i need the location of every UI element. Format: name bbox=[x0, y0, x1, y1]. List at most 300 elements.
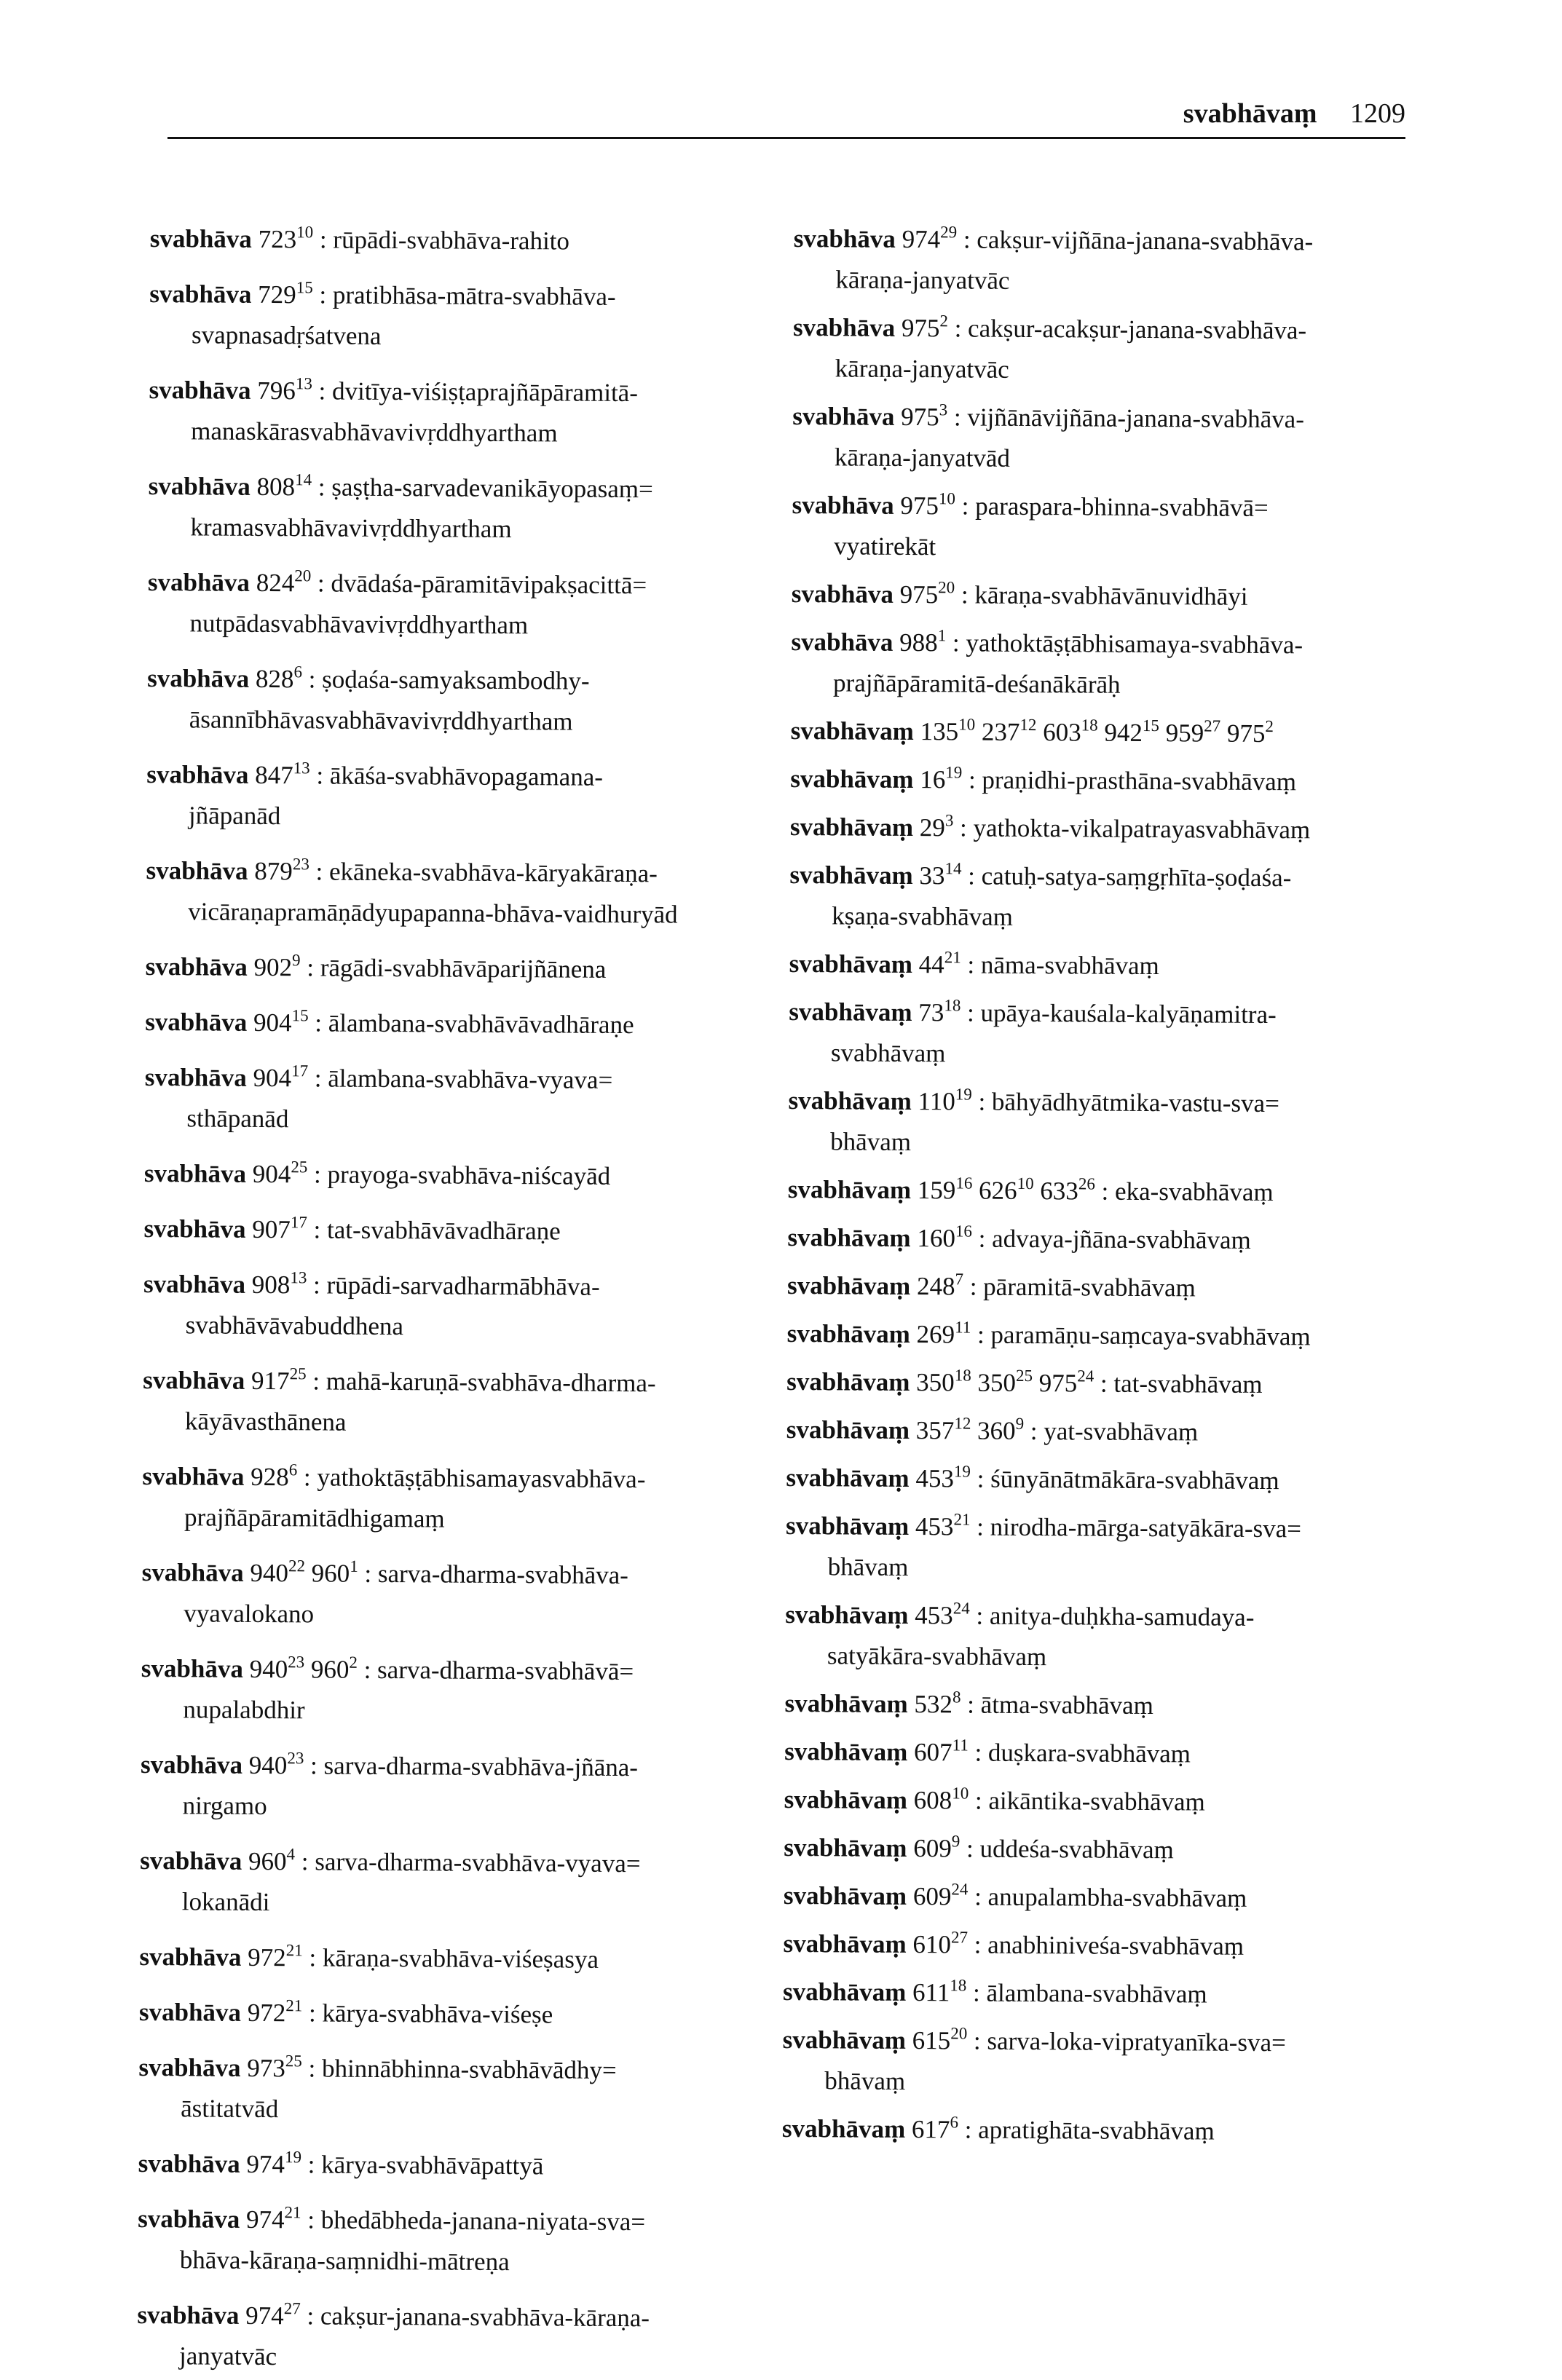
line-number: 19 bbox=[284, 2148, 302, 2167]
page-reference: 357 bbox=[915, 1416, 955, 1445]
entry-first-line bbox=[791, 711, 1450, 756]
entry-text: nirodha-mārga-satyākāra-sva= bbox=[990, 1512, 1302, 1543]
index-entry bbox=[138, 2199, 797, 2285]
entry-text: ṣoḍaśa-samyaksambodhy- bbox=[322, 665, 590, 695]
line-number: 18 bbox=[950, 1976, 967, 1995]
entry-continuation: svabhāvaṃ bbox=[830, 1038, 946, 1068]
entry-text: uddeśa-svabhāvaṃ bbox=[979, 1834, 1174, 1865]
entry-headword: svabhāva bbox=[791, 579, 894, 609]
line-number: 13 bbox=[295, 374, 313, 393]
entry-text: ekāneka-svabhāva-kāryakāraṇa- bbox=[328, 857, 658, 888]
page-reference: 626 bbox=[978, 1176, 1017, 1205]
entry-headword: svabhāva bbox=[142, 1461, 245, 1491]
entry-first-line: svabhāva $974^{27}$ : cakṣur-janana-svabhāva-kāraṇa- bbox=[137, 2299, 650, 2333]
page-reference: 160 bbox=[917, 1224, 956, 1253]
entry-headword: svabhāva bbox=[140, 1846, 242, 1875]
line-number: 19 bbox=[955, 1085, 972, 1104]
index-entry bbox=[790, 807, 1449, 852]
entry-headword: svabhāva bbox=[146, 759, 249, 789]
page-reference: 847 bbox=[255, 760, 293, 790]
index-entry bbox=[792, 574, 1451, 619]
line-number: 3 bbox=[939, 400, 948, 419]
entry-continuation: lokanādi bbox=[181, 1887, 270, 1917]
entry-first-line: svabhāvaṃ $160^{16}$ : advaya-jñāna-svabhāvaṃ bbox=[787, 1222, 1251, 1254]
entry-text: paramāṇu-saṃcaya-svabhāvaṃ bbox=[990, 1320, 1311, 1351]
entry-first-line: svabhāva $904^{25}$ : prayoga-svabhāva-niścayād bbox=[143, 1158, 611, 1190]
index-entry bbox=[137, 2295, 797, 2380]
entry-first-line: svabhāva $828^6$ : ṣoḍaśa-samyaksambodhy- bbox=[147, 663, 590, 695]
index-entry bbox=[788, 1169, 1447, 1214]
entry-headword: svabhāvaṃ bbox=[789, 860, 913, 890]
entry-headword: svabhāvaṃ bbox=[784, 1736, 908, 1766]
page-number: 1209 bbox=[1350, 98, 1405, 129]
entry-headword: svabhāvaṃ bbox=[786, 1367, 910, 1397]
entry-text: ātma-svabhāvaṃ bbox=[980, 1690, 1153, 1720]
entry-first-line: svabhāva $908^{13}$ : rūpādi-sarvadharmābhāva- bbox=[143, 1268, 600, 1301]
entry-continuation: nupalabdhir bbox=[183, 1695, 305, 1725]
entry-text: cakṣur-acakṣur-janana-svabhāva- bbox=[968, 314, 1307, 345]
entry-text: pāramitā-svabhāvaṃ bbox=[983, 1272, 1196, 1302]
line-number: 21 bbox=[944, 948, 961, 967]
entry-text: kāraṇa-svabhāva-viśeṣasya bbox=[322, 1943, 599, 1974]
entry-first-line: svabhāva $972^{21}$ : kāraṇa-svabhāva-viśeṣasya bbox=[139, 1941, 599, 1974]
line-number: 21 bbox=[285, 1941, 303, 1960]
entry-first-line: svabhāvaṃ $357^{12}$ $360^9$ : yat-svabhāvaṃ bbox=[786, 1414, 1199, 1447]
entry-text: praṇidhi-prasthāna-svabhāvaṃ bbox=[982, 765, 1297, 796]
line-number: 25 bbox=[289, 1364, 307, 1383]
index-entry bbox=[146, 850, 805, 936]
entry-text: rāgādi-svabhāvāparijñānena bbox=[320, 953, 607, 984]
page-reference: 975 bbox=[901, 313, 940, 343]
entry-headword: svabhāva bbox=[792, 312, 896, 342]
entry-text: vijñānāvijñāna-janana-svabhāva- bbox=[967, 403, 1305, 434]
entry-continuation: kāyāvasthānena bbox=[184, 1407, 347, 1436]
entry-first-line: svabhāva $940^{22}$ $960^1$ : sarva-dharma-svabhāva- bbox=[141, 1557, 629, 1590]
page-reference: 73 bbox=[918, 998, 944, 1027]
entry-headword: svabhāvaṃ bbox=[785, 1600, 909, 1629]
index-entry bbox=[786, 1458, 1445, 1503]
entry-first-line: svabhāvaṃ $73^{18}$ : upāya-kauśala-kalyāṇamitra- bbox=[789, 996, 1277, 1029]
entry-continuation: āstitatvād bbox=[181, 2094, 279, 2124]
entry-first-line: svabhāvaṃ $532^8$ : ātma-svabhāvaṃ bbox=[784, 1688, 1153, 1720]
line-number: 25 bbox=[291, 1158, 308, 1177]
left-column bbox=[137, 218, 809, 2380]
page-reference: 453 bbox=[915, 1464, 955, 1493]
page-reference: 610 bbox=[912, 1930, 952, 1959]
line-number: 18 bbox=[944, 996, 961, 1015]
entry-first-line: svabhāva $904^{17}$ : ālambana-svabhāva-vyava= bbox=[144, 1061, 613, 1094]
entry-text: cakṣur-vijñāna-janana-svabhāva- bbox=[977, 225, 1314, 256]
entry-headword: svabhāvaṃ bbox=[783, 1881, 907, 1910]
entry-first-line: svabhāvaṃ $609^{24}$ : anupalambha-svabhāvaṃ bbox=[783, 1880, 1247, 1913]
line-number: 21 bbox=[285, 1996, 303, 2015]
entry-headword: svabhāvaṃ bbox=[784, 1688, 908, 1718]
entry-text: yathokta-vikalpatrayasvabhāvaṃ bbox=[973, 813, 1311, 845]
line-number: 15 bbox=[1142, 716, 1160, 735]
entry-first-line: svabhāvaṃ $617^6$ : apratighāta-svabhāvaṃ bbox=[781, 2113, 1215, 2146]
entry-continuation: svabhāvāvabuddhena bbox=[185, 1310, 404, 1341]
entry-text: nāma-svabhāvaṃ bbox=[980, 950, 1159, 981]
entry-continuation: prajñāpāramitādhigamaṃ bbox=[184, 1503, 445, 1533]
entry-first-line: svabhāva $904^{15}$ : ālambana-svabhāvāvadhāraṇe bbox=[145, 1006, 634, 1040]
index-entry bbox=[139, 1992, 798, 2037]
index-entry bbox=[792, 485, 1451, 571]
index-entry bbox=[150, 218, 809, 264]
index-entry bbox=[791, 711, 1450, 756]
line-number: 19 bbox=[953, 1462, 971, 1481]
line-number: 9 bbox=[292, 951, 301, 970]
index-entry bbox=[147, 658, 807, 744]
entry-first-line: svabhāva $902^9$ : rāgādi-svabhāvāparijñānena bbox=[145, 951, 607, 984]
entry-headword: svabhāvaṃ bbox=[790, 764, 914, 794]
entry-first-line: svabhāva $940^{23}$ : sarva-dharma-svabhāva-jñāna- bbox=[140, 1749, 639, 1782]
entry-first-line: svabhāva $917^{25}$ : mahā-karuṇā-svabhāva-dharma- bbox=[143, 1364, 656, 1398]
page-reference: 159 bbox=[917, 1176, 956, 1205]
index-entry bbox=[784, 1827, 1443, 1873]
entry-headword: svabhāva bbox=[139, 1942, 242, 1972]
entry-headword: svabhāvaṃ bbox=[786, 1463, 910, 1493]
line-number: 3 bbox=[944, 811, 954, 830]
line-number: 20 bbox=[938, 578, 955, 597]
page-reference: 972 bbox=[248, 1942, 286, 1972]
entry-continuation: prajñāpāramitā-deśanākārāḥ bbox=[832, 668, 1121, 699]
line-number: 24 bbox=[952, 1599, 970, 1618]
line-number: 23 bbox=[292, 855, 309, 874]
entry-text: aikāntika-svabhāvaṃ bbox=[988, 1786, 1205, 1816]
entry-text: ṣaṣṭha-sarvadevanikāyopasaṃ= bbox=[331, 473, 653, 504]
entry-text: yat-svabhāvaṃ bbox=[1044, 1417, 1199, 1447]
page-reference: 942 bbox=[1104, 718, 1143, 747]
page-reference: 603 bbox=[1043, 718, 1081, 747]
entry-headword: svabhāva bbox=[145, 1007, 248, 1037]
index-entry bbox=[784, 1683, 1443, 1728]
entry-text: advaya-jñāna-svabhāvaṃ bbox=[992, 1224, 1251, 1254]
line-number: 7 bbox=[955, 1270, 964, 1289]
entry-text: sarva-dharma-svabhāva-vyava= bbox=[315, 1847, 641, 1878]
entry-first-line: svabhāva $928^6$ : yathoktāṣṭābhisamayasvabhāva- bbox=[142, 1460, 646, 1494]
entry-headword: svabhāva bbox=[143, 1365, 245, 1395]
index-entry bbox=[783, 1972, 1442, 2017]
entry-continuation: satyākāra-svabhāvaṃ bbox=[827, 1641, 1047, 1672]
index-entry bbox=[784, 1779, 1443, 1824]
entry-first-line: svabhāva $824^{20}$ : dvādaśa-pāramitāvipakṣacittā= bbox=[147, 566, 647, 600]
page-reference: 908 bbox=[251, 1270, 291, 1300]
line-number: 23 bbox=[288, 1653, 305, 1672]
entry-text: bāhyādhyātmika-vastu-sva= bbox=[991, 1087, 1280, 1118]
line-number: 11 bbox=[955, 1318, 971, 1337]
index-entry bbox=[145, 1002, 804, 1047]
line-number: 24 bbox=[951, 1880, 969, 1899]
entry-continuation: āsannībhāvasvabhāvavivṛddhyartham bbox=[189, 705, 573, 736]
entry-headword: svabhāva bbox=[148, 471, 251, 501]
entry-text: prayoga-svabhāva-niścayād bbox=[327, 1160, 611, 1190]
page-reference: 729 bbox=[258, 280, 296, 309]
index-entry bbox=[786, 1410, 1445, 1455]
entry-first-line: svabhāvaṃ $16^{19}$ : praṇidhi-prasthāna-svabhāvaṃ bbox=[790, 763, 1297, 796]
entry-text: sarva-dharma-svabhāvā= bbox=[377, 1655, 634, 1686]
entry-first-line: svabhāvaṃ $44^{21}$ : nāma-svabhāvaṃ bbox=[789, 948, 1159, 981]
entry-text: kāraṇa-svabhāvānuvidhāyi bbox=[974, 580, 1248, 611]
entry-headword: svabhāva bbox=[138, 2148, 240, 2178]
entry-text: ālambana-svabhāva-vyava= bbox=[328, 1064, 613, 1094]
right-column bbox=[782, 218, 1453, 2153]
page-reference: 609 bbox=[913, 1834, 952, 1863]
line-number: 2 bbox=[1265, 716, 1274, 736]
entry-text: kārya-svabhāva-viśeṣe bbox=[322, 1999, 553, 2029]
line-number: 19 bbox=[945, 763, 963, 782]
entry-first-line: svabhāva $729^{15}$ : pratibhāsa-mātra-svabhāva- bbox=[149, 278, 616, 311]
page-reference: 453 bbox=[915, 1512, 954, 1541]
index-entry bbox=[147, 562, 807, 648]
entry-headword: svabhāvaṃ bbox=[790, 716, 915, 746]
entry-first-line: svabhāva $974^{29}$ : cakṣur-vijñāna-janana-svabhāva- bbox=[793, 223, 1314, 256]
line-number: 14 bbox=[295, 470, 312, 489]
page-reference: 904 bbox=[253, 1008, 292, 1037]
page-reference: 960 bbox=[248, 1846, 287, 1876]
index-entry bbox=[782, 2108, 1441, 2154]
entry-headword: svabhāva bbox=[143, 1158, 247, 1188]
entry-headword: svabhāva bbox=[137, 2300, 240, 2330]
entry-text: bhinnābhinna-svabhāvādhy= bbox=[321, 2054, 617, 2084]
entry-continuation: bhāva-kāraṇa-saṃnidhi-mātreṇa bbox=[179, 2245, 510, 2277]
index-entry bbox=[143, 1360, 802, 1446]
page-reference: 617 bbox=[911, 2115, 950, 2144]
entry-headword: svabhāva bbox=[140, 1750, 243, 1779]
line-number: 17 bbox=[291, 1061, 309, 1080]
entry-first-line: svabhāva $723^{10}$ : rūpādi-svabhāva-rahito bbox=[149, 223, 570, 256]
entry-headword: svabhāvaṃ bbox=[786, 1319, 910, 1349]
index-entry bbox=[782, 2020, 1442, 2106]
page-reference: 907 bbox=[252, 1214, 291, 1244]
running-head bbox=[1183, 98, 1405, 130]
entry-headword: svabhāva bbox=[792, 401, 895, 431]
line-number: 6 bbox=[950, 2113, 959, 2132]
index-entry bbox=[141, 1552, 801, 1638]
page-header bbox=[167, 87, 1405, 146]
page-reference: 975 bbox=[901, 402, 939, 432]
entry-headword: svabhāva bbox=[138, 1997, 242, 2027]
line-number: 16 bbox=[955, 1222, 973, 1241]
entry-first-line: svabhāvaṃ $453^{19}$ : śūnyānātmākāra-svabhāvaṃ bbox=[786, 1462, 1279, 1495]
header-rule bbox=[167, 137, 1405, 139]
index-entry bbox=[793, 218, 1453, 304]
page-reference: 16 bbox=[920, 765, 946, 794]
page-reference: 33 bbox=[919, 861, 945, 890]
page-reference: 928 bbox=[251, 1462, 289, 1492]
page-reference: 960 bbox=[311, 1559, 350, 1588]
entry-headword: svabhāvaṃ bbox=[786, 1415, 910, 1445]
line-number: 12 bbox=[954, 1414, 971, 1433]
page-reference: 960 bbox=[310, 1655, 350, 1684]
index-entry bbox=[785, 1594, 1445, 1680]
entry-first-line: svabhāvaṃ $608^{10}$ : aikāntika-svabhāvaṃ bbox=[784, 1784, 1205, 1816]
page-reference: 110 bbox=[918, 1087, 955, 1116]
line-number: 1 bbox=[350, 1557, 358, 1576]
line-number: 22 bbox=[288, 1557, 306, 1576]
line-number: 20 bbox=[294, 566, 312, 585]
entry-headword: svabhāva bbox=[143, 1214, 246, 1244]
page-reference: 615 bbox=[912, 2026, 951, 2055]
entry-first-line: svabhāvaṃ $615^{20}$ : sarva-loka-vipratyanīka-sva= bbox=[782, 2024, 1286, 2057]
entry-first-line: svabhāva $975^2$ : cakṣur-acakṣur-janana-svabhāva- bbox=[792, 312, 1307, 345]
line-number: 9 bbox=[1015, 1414, 1025, 1433]
entry-text: catuḥ-satya-saṃgṛhīta-ṣoḍaśa- bbox=[981, 861, 1292, 893]
entry-text: rūpādi-svabhāva-rahito bbox=[333, 225, 570, 256]
index-entry bbox=[143, 1264, 803, 1350]
line-number: 6 bbox=[288, 1460, 298, 1479]
line-number: 25 bbox=[285, 2052, 302, 2071]
page-reference: 237 bbox=[981, 717, 1020, 746]
page-reference: 723 bbox=[258, 224, 297, 254]
page-reference: 453 bbox=[915, 1601, 953, 1630]
line-number: 23 bbox=[287, 1749, 304, 1768]
entry-text: paraspara-bhinna-svabhāvā= bbox=[975, 491, 1269, 522]
index-entry bbox=[148, 466, 808, 552]
entry-first-line: svabhāvaṃ $110^{19}$ : bāhyādhyātmika-vastu-sva= bbox=[788, 1085, 1280, 1118]
page-reference: 360 bbox=[977, 1416, 1016, 1445]
page-reference: 974 bbox=[245, 2301, 284, 2330]
line-number: 24 bbox=[1077, 1367, 1094, 1385]
page-reference: 808 bbox=[256, 472, 296, 502]
line-number: 8 bbox=[952, 1688, 961, 1707]
index-entry bbox=[783, 1924, 1442, 1969]
index-entry bbox=[792, 396, 1452, 482]
entry-continuation: kāraṇa-janyatvāc bbox=[835, 354, 1009, 384]
index-entry bbox=[786, 1506, 1445, 1592]
entry-headword: svabhāvaṃ bbox=[789, 997, 912, 1027]
entry-headword: svabhāva bbox=[138, 2204, 240, 2234]
index-entry bbox=[144, 1057, 804, 1143]
entry-text: rūpādi-sarvadharmābhāva- bbox=[326, 1270, 600, 1301]
entry-headword: svabhāva bbox=[149, 224, 253, 253]
page-reference: 975 bbox=[1226, 719, 1266, 748]
line-number: 11 bbox=[952, 1736, 969, 1755]
entry-first-line: svabhāvaṃ $33^{14}$ : catuḥ-satya-saṃgṛhīta-ṣoḍaśa- bbox=[789, 859, 1292, 893]
line-number: 6 bbox=[293, 663, 303, 681]
entry-continuation: vyatirekāt bbox=[834, 531, 936, 561]
entry-first-line: svabhāvaṃ $611^{18}$ : ālambana-svabhāvaṃ bbox=[783, 1976, 1207, 2009]
line-number: 20 bbox=[950, 2024, 968, 2043]
page-reference: 633 bbox=[1040, 1177, 1078, 1206]
entry-headword: svabhāva bbox=[792, 490, 894, 520]
line-number: 14 bbox=[944, 859, 962, 878]
entry-first-line: svabhāva $808^{14}$ : ṣaṣṭha-sarvadevanikāyopasaṃ= bbox=[148, 470, 653, 504]
entry-first-line: svabhāva $975^{10}$ : paraspara-bhinna-svabhāvā= bbox=[792, 489, 1269, 522]
page-reference: 974 bbox=[245, 2205, 285, 2234]
entry-headword: svabhāvaṃ bbox=[782, 2025, 907, 2055]
line-number: 2 bbox=[349, 1653, 358, 1672]
index-entry bbox=[788, 1080, 1448, 1166]
entry-continuation: nirgamo bbox=[182, 1791, 267, 1821]
page-reference: 904 bbox=[253, 1063, 292, 1093]
entry-first-line: svabhāva $975^{20}$ : kāraṇa-svabhāvānuvidhāyi bbox=[791, 578, 1248, 611]
page-reference: 350 bbox=[916, 1368, 955, 1397]
entry-headword: svabhāva bbox=[141, 1557, 244, 1587]
page-reference: 959 bbox=[1165, 719, 1204, 748]
entry-headword: svabhāva bbox=[793, 224, 896, 253]
index-entry bbox=[793, 307, 1453, 393]
page-reference: 609 bbox=[912, 1882, 952, 1911]
entry-text: anupalambha-svabhāvaṃ bbox=[987, 1882, 1247, 1913]
index-entry bbox=[140, 1841, 800, 1926]
entry-text: eka-svabhāvaṃ bbox=[1114, 1177, 1274, 1207]
page-reference: 904 bbox=[252, 1159, 291, 1189]
entry-headword: svabhāvaṃ bbox=[788, 1086, 912, 1116]
entry-text: upāya-kauśala-kalyāṇamitra- bbox=[980, 998, 1277, 1029]
index-entry bbox=[784, 1731, 1443, 1776]
page-reference: 972 bbox=[247, 1998, 286, 2028]
page-reference: 44 bbox=[918, 950, 944, 979]
entry-continuation: manaskārasvabhāvavivṛddhyartham bbox=[191, 416, 558, 448]
line-number: 27 bbox=[1204, 716, 1221, 735]
entry-continuation: svapnasadṛśatvena bbox=[191, 320, 382, 350]
line-number: 13 bbox=[293, 759, 310, 778]
index-entry bbox=[149, 274, 809, 360]
entry-text: ālambana-svabhāvaṃ bbox=[986, 1978, 1207, 2009]
entry-text: tat-svabhāvaṃ bbox=[1113, 1369, 1263, 1399]
entry-headword: svabhāva bbox=[149, 375, 251, 405]
entry-headword: svabhāva bbox=[149, 279, 252, 309]
index-entry bbox=[789, 992, 1448, 1078]
entry-headword: svabhāva bbox=[791, 627, 894, 657]
page-reference: 350 bbox=[977, 1368, 1017, 1397]
entry-text: bhedābheda-janana-niyata-sva= bbox=[320, 2205, 646, 2237]
entry-continuation: janyatvāc bbox=[178, 2341, 277, 2371]
entry-headword: svabhāvaṃ bbox=[789, 812, 914, 842]
line-number: 17 bbox=[290, 1213, 307, 1232]
entry-headword: svabhāva bbox=[144, 1062, 247, 1092]
entry-headword: svabhāvaṃ bbox=[787, 1174, 912, 1205]
page-reference: 940 bbox=[250, 1558, 289, 1588]
entry-text: apratighāta-svabhāvaṃ bbox=[978, 2115, 1215, 2146]
line-number: 18 bbox=[954, 1366, 971, 1385]
entry-headword: svabhāvaṃ bbox=[787, 1222, 911, 1253]
entry-continuation: kāraṇa-janyatvāc bbox=[835, 265, 1010, 295]
entry-continuation: vyavalokano bbox=[184, 1599, 315, 1629]
index-entry bbox=[786, 1313, 1445, 1359]
entry-first-line: svabhāvaṃ $350^{18}$ $350^{25}$ $975^{24}$ : tat-svabhāvaṃ bbox=[786, 1366, 1263, 1399]
entry-first-line: svabhāvaṃ $609^9$ : uddeśa-svabhāvaṃ bbox=[784, 1832, 1174, 1865]
index-entry bbox=[791, 622, 1451, 708]
entry-continuation: nutpādasvabhāvavivṛddhyartham bbox=[189, 609, 529, 640]
entry-first-line: svabhāva $847^{13}$ : ākāśa-svabhāvopagamana- bbox=[146, 759, 604, 791]
page-reference: 607 bbox=[913, 1738, 952, 1767]
index-entry bbox=[146, 946, 805, 992]
page-reference: 135 bbox=[920, 717, 959, 746]
page-reference: 974 bbox=[902, 224, 941, 254]
entry-headword: svabhāva bbox=[138, 2052, 241, 2082]
entry-first-line: svabhāva $975^3$ : vijñānāvijñāna-janana-svabhāva- bbox=[792, 400, 1305, 434]
line-number: 10 bbox=[958, 715, 976, 734]
entry-text: sarva-dharma-svabhāva-jñāna- bbox=[323, 1751, 639, 1782]
page-reference: 248 bbox=[916, 1272, 955, 1301]
entry-headword: svabhāva bbox=[147, 663, 250, 693]
entry-text: dvādaśa-pāramitāvipakṣacittā= bbox=[331, 569, 647, 600]
entry-continuation: kāraṇa-janyatvād bbox=[834, 443, 1011, 473]
page-reference: 824 bbox=[256, 568, 295, 598]
entry-continuation: kramasvabhāvavivṛddhyartham bbox=[190, 513, 512, 544]
entry-first-line: svabhāva $972^{21}$ : kārya-svabhāva-viśeṣe bbox=[138, 1996, 553, 2029]
entry-text: dvitīya-viśiṣṭaprajñāpāramitā- bbox=[331, 376, 639, 408]
line-number: 26 bbox=[1078, 1174, 1095, 1193]
index-entry bbox=[141, 1744, 800, 1830]
entry-first-line: svabhāva $879^{23}$ : ekāneka-svabhāva-kāryakāraṇa- bbox=[146, 855, 658, 888]
index-entry bbox=[144, 1153, 803, 1198]
running-headword: svabhāvaṃ bbox=[1183, 98, 1317, 129]
line-number: 21 bbox=[953, 1510, 971, 1529]
line-number: 10 bbox=[1017, 1174, 1034, 1193]
index-entry bbox=[141, 1648, 800, 1734]
